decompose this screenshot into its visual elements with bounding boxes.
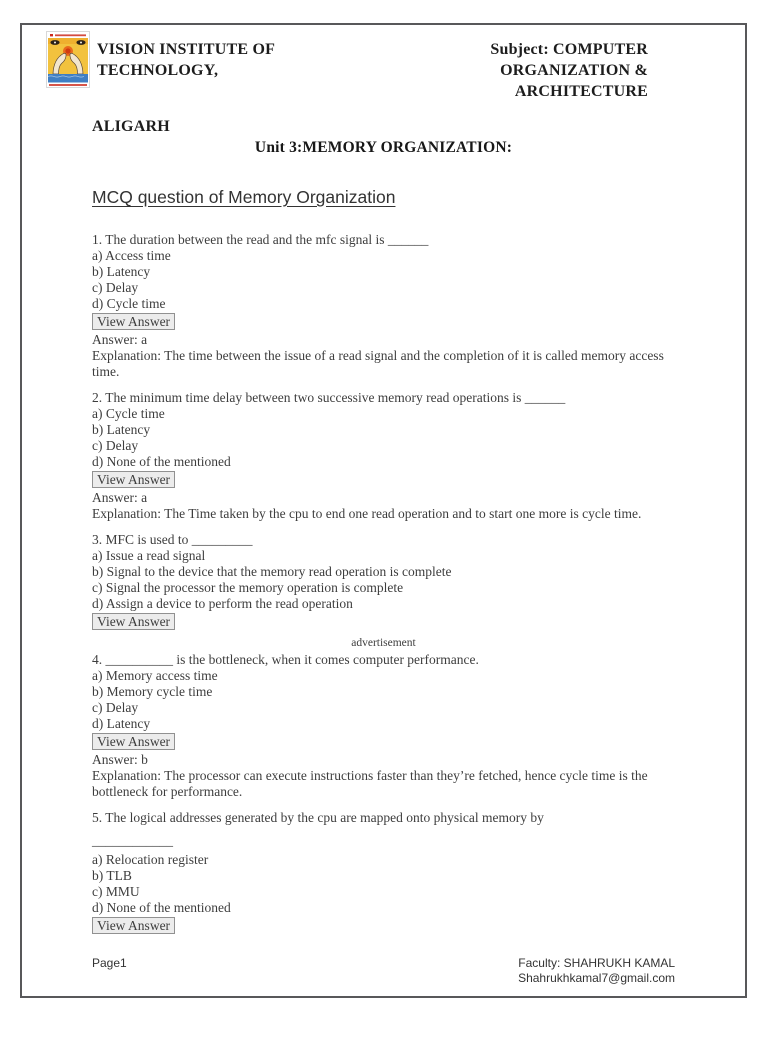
answer-text: Answer: b — [92, 752, 148, 767]
question-option: d) None of the mentioned — [92, 454, 231, 469]
page-header — [22, 25, 745, 102]
view-answer-button[interactable]: View Answer — [92, 313, 175, 330]
question-option: d) Latency — [92, 716, 151, 731]
answer-text: Answer: a — [92, 490, 148, 505]
section-heading: MCQ question of Memory Organization — [92, 187, 396, 207]
question-block — [92, 652, 675, 800]
question-text: 1. The duration between the read and the mfc signal is ______ — [92, 232, 429, 247]
advertisement-label: advertisement — [351, 637, 416, 649]
question-block — [92, 390, 675, 522]
view-answer-row — [92, 312, 675, 332]
question-block — [92, 232, 675, 380]
questions-container — [22, 208, 745, 936]
view-answer-row — [92, 470, 675, 490]
view-answer-button[interactable]: View Answer — [92, 613, 175, 630]
question-option: b) Latency — [92, 422, 151, 437]
view-answer-row — [92, 732, 675, 752]
explanation-text: Explanation: The processor can execute instructions faster than they’re fetched, hence cycle time is the bottleneck for performance. — [92, 768, 648, 799]
question-option: a) Memory access time — [92, 668, 218, 683]
question-option: a) Cycle time — [92, 406, 165, 421]
question-option: a) Access time — [92, 248, 171, 263]
unit-title: Unit 3:MEMORY ORGANIZATION: — [254, 139, 513, 156]
page-number-label: Page1 — [92, 956, 127, 970]
view-answer-row — [92, 612, 675, 632]
question-block — [92, 532, 675, 632]
institute-name: VISION INSTITUTE OF TECHNOLOGY, — [97, 41, 275, 79]
document-page — [20, 23, 747, 998]
faculty-label: Faculty: SHAHRUKH KAMAL — [518, 956, 675, 970]
question-option: b) Latency — [92, 264, 151, 279]
city-label: ALIGARH — [92, 118, 170, 135]
question-text: 5. The logical addresses generated by the cpu are mapped onto physical memory by — [92, 810, 544, 825]
view-answer-button[interactable]: View Answer — [92, 917, 175, 934]
subject-line-2: ORGANIZATION & ARCHITECTURE — [500, 62, 648, 100]
question-text: 3. MFC is used to _________ — [92, 532, 253, 547]
view-answer-button[interactable]: View Answer — [92, 471, 175, 488]
view-answer-button[interactable]: View Answer — [92, 733, 175, 750]
question-option: a) Issue a read signal — [92, 548, 206, 563]
question-option: d) None of the mentioned — [92, 900, 231, 915]
question-option: a) Relocation register — [92, 852, 209, 867]
faculty-block — [518, 956, 675, 986]
header-text — [90, 31, 745, 102]
page-footer — [92, 956, 675, 986]
question-option: b) Signal to the device that the memory read operation is complete — [92, 564, 452, 579]
explanation-text: Explanation: The Time taken by the cpu to end one read operation and to start one more is cycle time. — [92, 506, 642, 521]
question-option: d) Assign a device to perform the read operation — [92, 596, 353, 611]
faculty-email: Shahrukhkamal7@gmail.com — [518, 971, 675, 985]
question-option: b) TLB — [92, 868, 132, 883]
question-option: c) Delay — [92, 438, 139, 453]
subject-line-1: Subject: COMPUTER — [490, 41, 648, 58]
institute-logo-icon — [46, 31, 90, 88]
view-answer-row — [92, 916, 675, 936]
question-block — [92, 810, 675, 936]
question-text: 2. The minimum time delay between two successive memory read operations is ______ — [92, 390, 566, 405]
explanation-text: Explanation: The time between the issue of a read signal and the completion of it is called memory access time. — [92, 348, 664, 379]
question-option: c) Delay — [92, 280, 139, 295]
question-option: c) Signal the processor the memory operation is complete — [92, 580, 404, 595]
question-option: c) Delay — [92, 700, 139, 715]
subject-block — [381, 39, 648, 102]
question-blank-line: ____________ — [92, 833, 173, 848]
question-option: b) Memory cycle time — [92, 684, 213, 699]
question-option: d) Cycle time — [92, 296, 166, 311]
answer-text: Answer: a — [92, 332, 148, 347]
question-option: c) MMU — [92, 884, 140, 899]
question-text: 4. __________ is the bottleneck, when it comes computer performance. — [92, 652, 479, 667]
